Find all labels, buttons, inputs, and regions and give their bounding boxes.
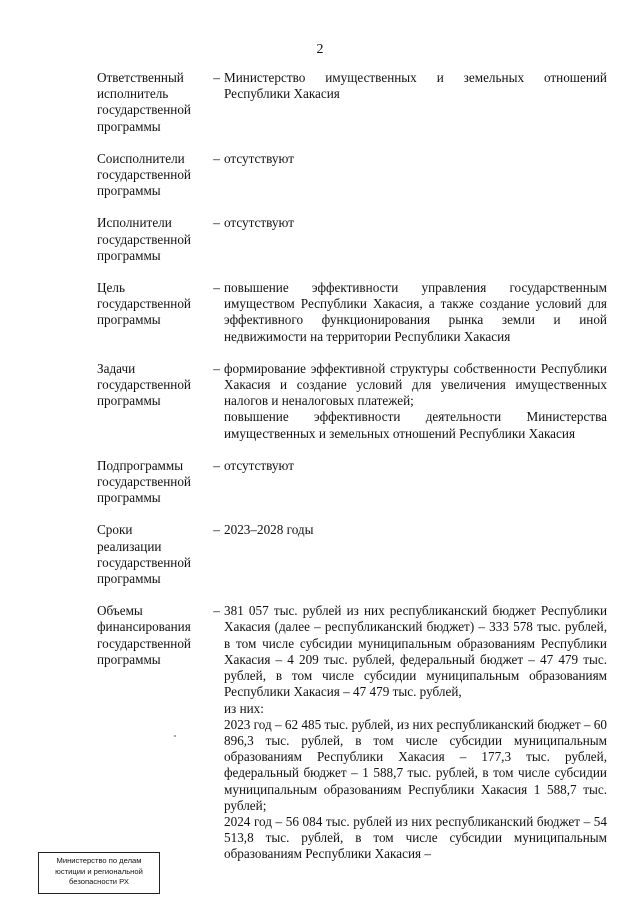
row-goal [97,280,607,345]
row-label: Задачи государственной программы [97,360,191,409]
dash: – [213,457,220,473]
row-value: 2023–2028 годы [224,522,314,538]
row-value: отсутствуют [224,215,294,231]
row-label: Сроки реализации государственной программы [97,522,191,587]
row-label: Объемы финансирования государственной программы [97,603,191,667]
row-label: Цель государственной программы [97,280,191,328]
row-value: Министерство имущественных и земельных отношений Республики Хакасия [224,70,607,102]
row-value: повышение эффективности управления государственным имуществом Республики Хакасия, а также создание условий для эффективного функционирования рынка земли и иной недвижимости на территории Республики Хакасия [224,280,607,344]
dash: – [213,215,220,231]
row-funding [97,603,607,862]
dash: – [213,603,220,619]
row-co-executors [97,151,607,200]
row-timeframe [97,522,607,587]
row-responsible-executor [97,70,607,135]
ministry-stamp: Министерство по делам юстиции и региональной безопасности РХ [38,852,160,894]
dash: – [213,70,220,85]
dash: – [213,522,220,538]
row-value: формирование эффективной структуры собственности Республики Хакасия и создание условий для увеличения имущественных налогов и неналоговых платежей; повышение эффективности деятельности Министерства имущественных и земельных отношений Республики Хакасия [224,360,607,441]
row-label: Ответственный исполнитель государственной программы [97,70,191,134]
dash: – [213,360,220,376]
row-label: Исполнители государственной программы [97,215,191,263]
scan-speck [174,735,176,737]
page-number: 2 [316,42,324,57]
row-value: отсутствуют [224,457,294,473]
program-passport [97,70,607,879]
row-value: отсутствуют [224,150,294,166]
dash: – [213,150,220,166]
row-label: Соисполнители государственной программы [97,150,191,199]
row-executors [97,215,607,264]
row-tasks [97,361,607,442]
dash: – [213,280,220,296]
row-value: 381 057 тыс. рублей из них республиканский бюджет Республики Хакасия (далее – республиканский бюджет) – 333 578 тыс. рублей, в том числе субсидии муниципальным образованиям Республики Хакасия – 4 209 тыс. рублей, федеральный бюджет – 47 479 тыс. рублей, в том числе субсидии муниципальным образованиям Республики Хакасия – 47 479 тыс. рублей, из них: 2023 год – 62 485 тыс. рублей, из них республиканский бюджет – 60 896,3 тыс. рублей, в том числе субсидии муниципальным образованиям Республики Хакасия – 177,3 тыс. рублей, федеральный бюджет – 1 588,7 тыс. рублей, в том числе субсидии муниципальным образованиям Республики Хакасия 1 588,7 тыс. рублей; 2024 год – 56 084 тыс. рублей из них республиканский бюджет – 54 513,8 тыс. рублей, в том числе субсидии муниципальным образованиям Республики Хакасия – [224,603,607,862]
row-subprograms [97,458,607,507]
row-label: Подпрограммы государственной программы [97,457,191,506]
